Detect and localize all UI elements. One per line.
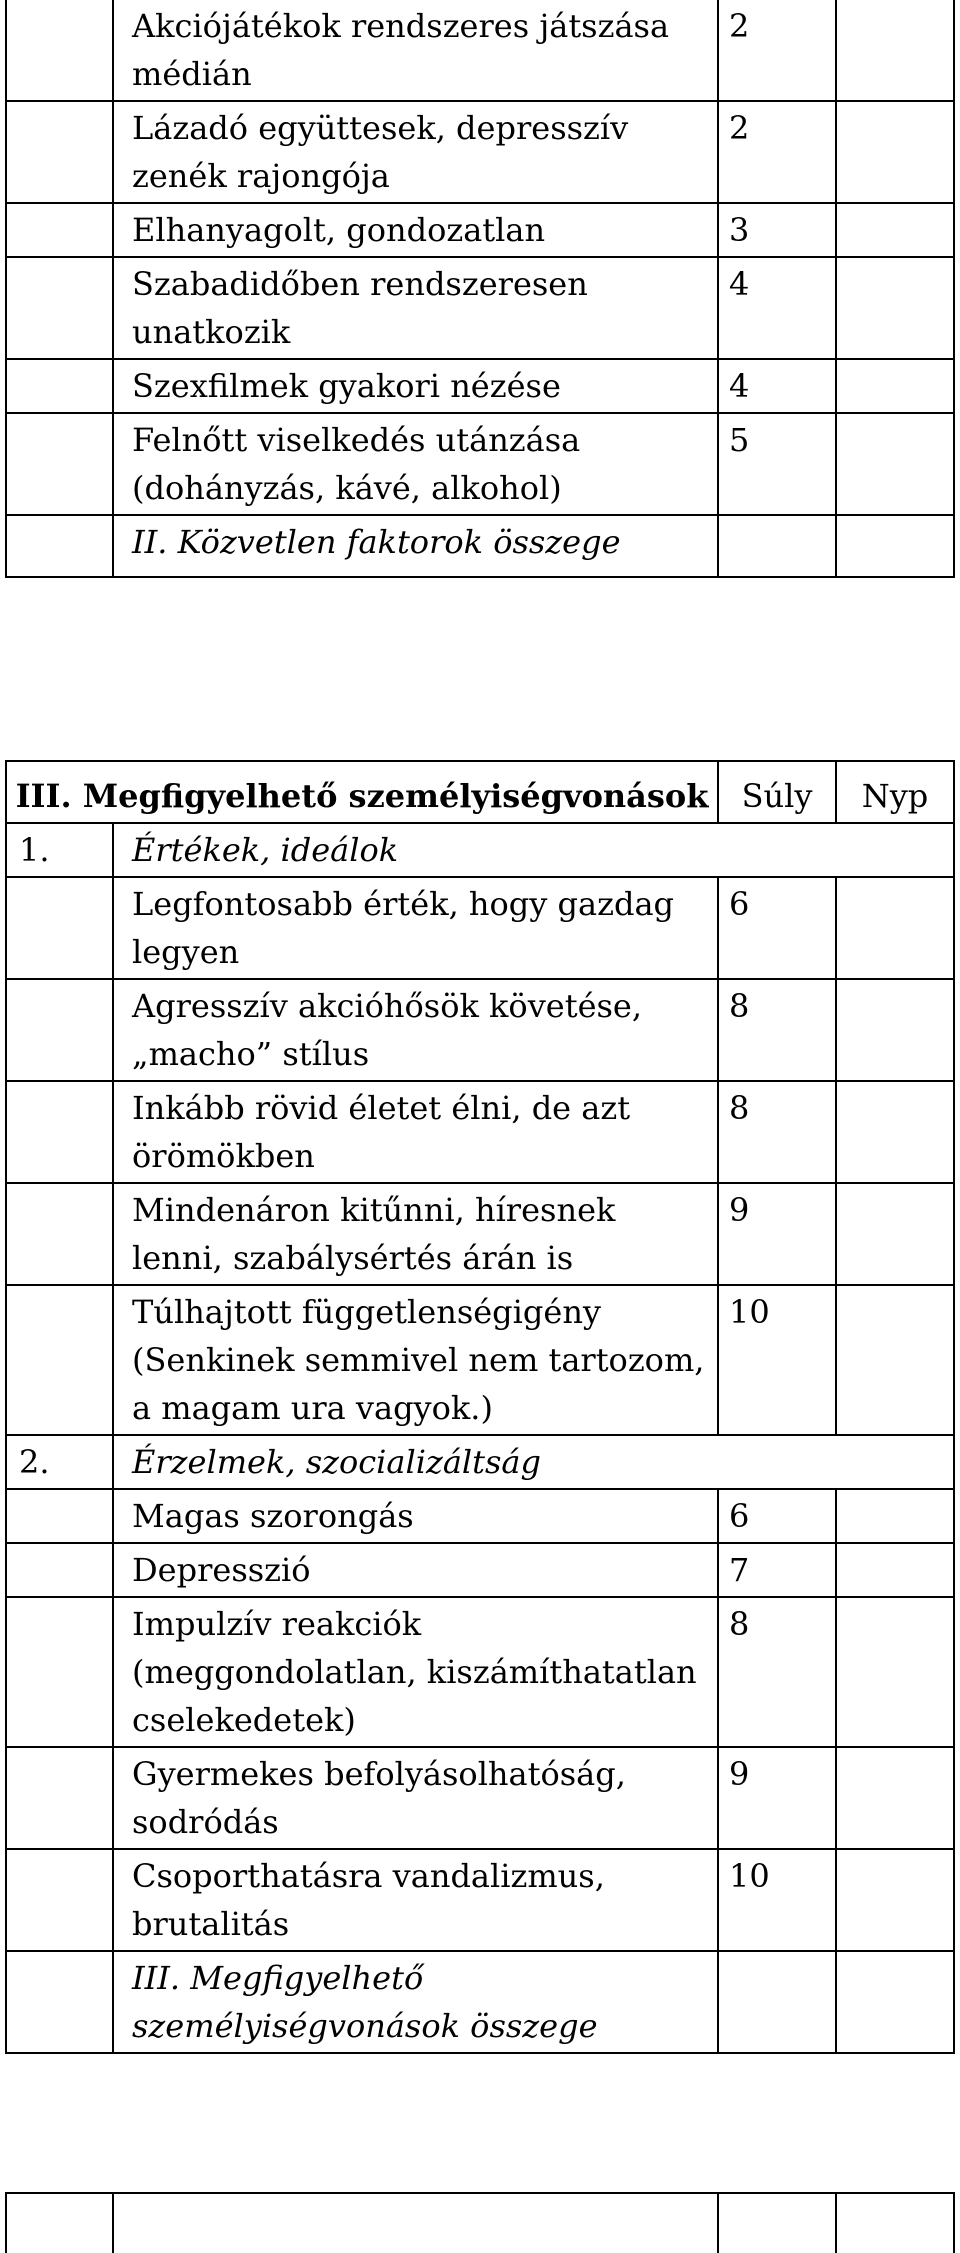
points-cell[interactable] — [836, 1849, 954, 1951]
points-cell[interactable] — [836, 359, 954, 413]
points-total-cell[interactable] — [836, 1951, 954, 2053]
trait-weight: 6 — [718, 1489, 836, 1543]
factor-weight: 5 — [718, 413, 836, 515]
trait-weight: 10 — [718, 1285, 836, 1435]
trait-weight: 8 — [718, 1597, 836, 1747]
table-row — [6, 257, 954, 359]
group-header-row — [6, 1435, 954, 1489]
table-row — [6, 1747, 954, 1849]
table-row — [6, 979, 954, 1081]
points-cell[interactable] — [836, 1543, 954, 1597]
table-row — [6, 1081, 954, 1183]
trait-text: Gyermekes befolyásolhatóság, sodródás — [113, 1747, 718, 1849]
trait-weight: 7 — [718, 1543, 836, 1597]
group-number: 2. — [6, 1435, 113, 1489]
factor-text: Szexfilmek gyakori nézése — [113, 359, 718, 413]
column-header-points: Nyp — [836, 761, 954, 823]
trait-weight: 8 — [718, 1081, 836, 1183]
points-cell[interactable] — [836, 1183, 954, 1285]
table-row — [6, 2193, 954, 2253]
section-total-label: II. Közvetlen faktorok összege — [113, 515, 718, 577]
table-row — [6, 1183, 954, 1285]
table-row — [6, 1597, 954, 1747]
section-title: III. Megfigyelhető személyiségvonások — [6, 761, 718, 823]
table-row — [6, 1543, 954, 1597]
direct-factors-table — [5, 0, 955, 578]
table-row — [6, 1489, 954, 1543]
factor-weight: 3 — [718, 203, 836, 257]
trait-text: Csoporthatásra vandalizmus, brutalitás — [113, 1849, 718, 1951]
total-row — [6, 1951, 954, 2053]
trait-text: Agresszív akcióhősök követése, „macho” stílus — [113, 979, 718, 1081]
table-row — [6, 359, 954, 413]
section-total-label: III. Megfigyelhető személyiségvonások összege — [113, 1951, 718, 2053]
factor-weight: 4 — [718, 359, 836, 413]
total-row — [6, 515, 954, 577]
table-row — [6, 101, 954, 203]
table-row — [6, 1849, 954, 1951]
trait-weight: 9 — [718, 1183, 836, 1285]
group-title: Értékek, ideálok — [113, 823, 954, 877]
factor-weight: 4 — [718, 257, 836, 359]
table-row — [6, 413, 954, 515]
factor-text: Felnőtt viselkedés utánzása (dohányzás, kávé, alkohol) — [113, 413, 718, 515]
points-cell[interactable] — [836, 203, 954, 257]
points-cell[interactable] — [836, 1489, 954, 1543]
trait-text: Impulzív reakciók (meggondolatlan, kiszámíthatatlan cselekedetek) — [113, 1597, 718, 1747]
table-row — [6, 877, 954, 979]
points-cell[interactable] — [836, 413, 954, 515]
points-cell[interactable] — [836, 1081, 954, 1183]
factor-text: Lázadó együttesek, depresszív zenék rajongója — [113, 101, 718, 203]
trait-weight: 9 — [718, 1747, 836, 1849]
points-cell[interactable] — [836, 257, 954, 359]
trait-weight: 10 — [718, 1849, 836, 1951]
personality-traits-table — [5, 760, 955, 2054]
trait-weight: 8 — [718, 979, 836, 1081]
group-number: 1. — [6, 823, 113, 877]
factor-text: Szabadidőben rendszeresen unatkozik — [113, 257, 718, 359]
points-cell[interactable] — [836, 1285, 954, 1435]
factor-text: Elhanyagolt, gondozatlan — [113, 203, 718, 257]
factor-text: Akciójátékok rendszeres játszása médián — [113, 0, 718, 101]
trait-text: Magas szorongás — [113, 1489, 718, 1543]
table-row — [6, 1285, 954, 1435]
factor-weight: 2 — [718, 101, 836, 203]
trait-text: Túlhajtott függetlenségigény (Senkinek semmivel nem tartozom, a magam ura vagyok.) — [113, 1285, 718, 1435]
factor-weight: 2 — [718, 0, 836, 101]
table-row — [6, 0, 954, 101]
trait-text: Inkább rövid életet élni, de azt örömökben — [113, 1081, 718, 1183]
group-title: Érzelmek, szocializáltság — [113, 1435, 954, 1489]
points-cell[interactable] — [836, 101, 954, 203]
points-cell[interactable] — [836, 1597, 954, 1747]
table-row — [6, 203, 954, 257]
trait-text: Legfontosabb érték, hogy gazdag legyen — [113, 877, 718, 979]
trait-weight: 6 — [718, 877, 836, 979]
header-row — [6, 761, 954, 823]
points-cell[interactable] — [836, 877, 954, 979]
next-table-fragment — [5, 2192, 955, 2253]
trait-text: Depresszió — [113, 1543, 718, 1597]
trait-text: Mindenáron kitűnni, híresnek lenni, szabálysértés árán is — [113, 1183, 718, 1285]
points-total-cell[interactable] — [836, 515, 954, 577]
points-cell[interactable] — [836, 0, 954, 101]
points-cell[interactable] — [836, 979, 954, 1081]
points-cell[interactable] — [836, 1747, 954, 1849]
group-header-row — [6, 823, 954, 877]
column-header-weight: Súly — [718, 761, 836, 823]
